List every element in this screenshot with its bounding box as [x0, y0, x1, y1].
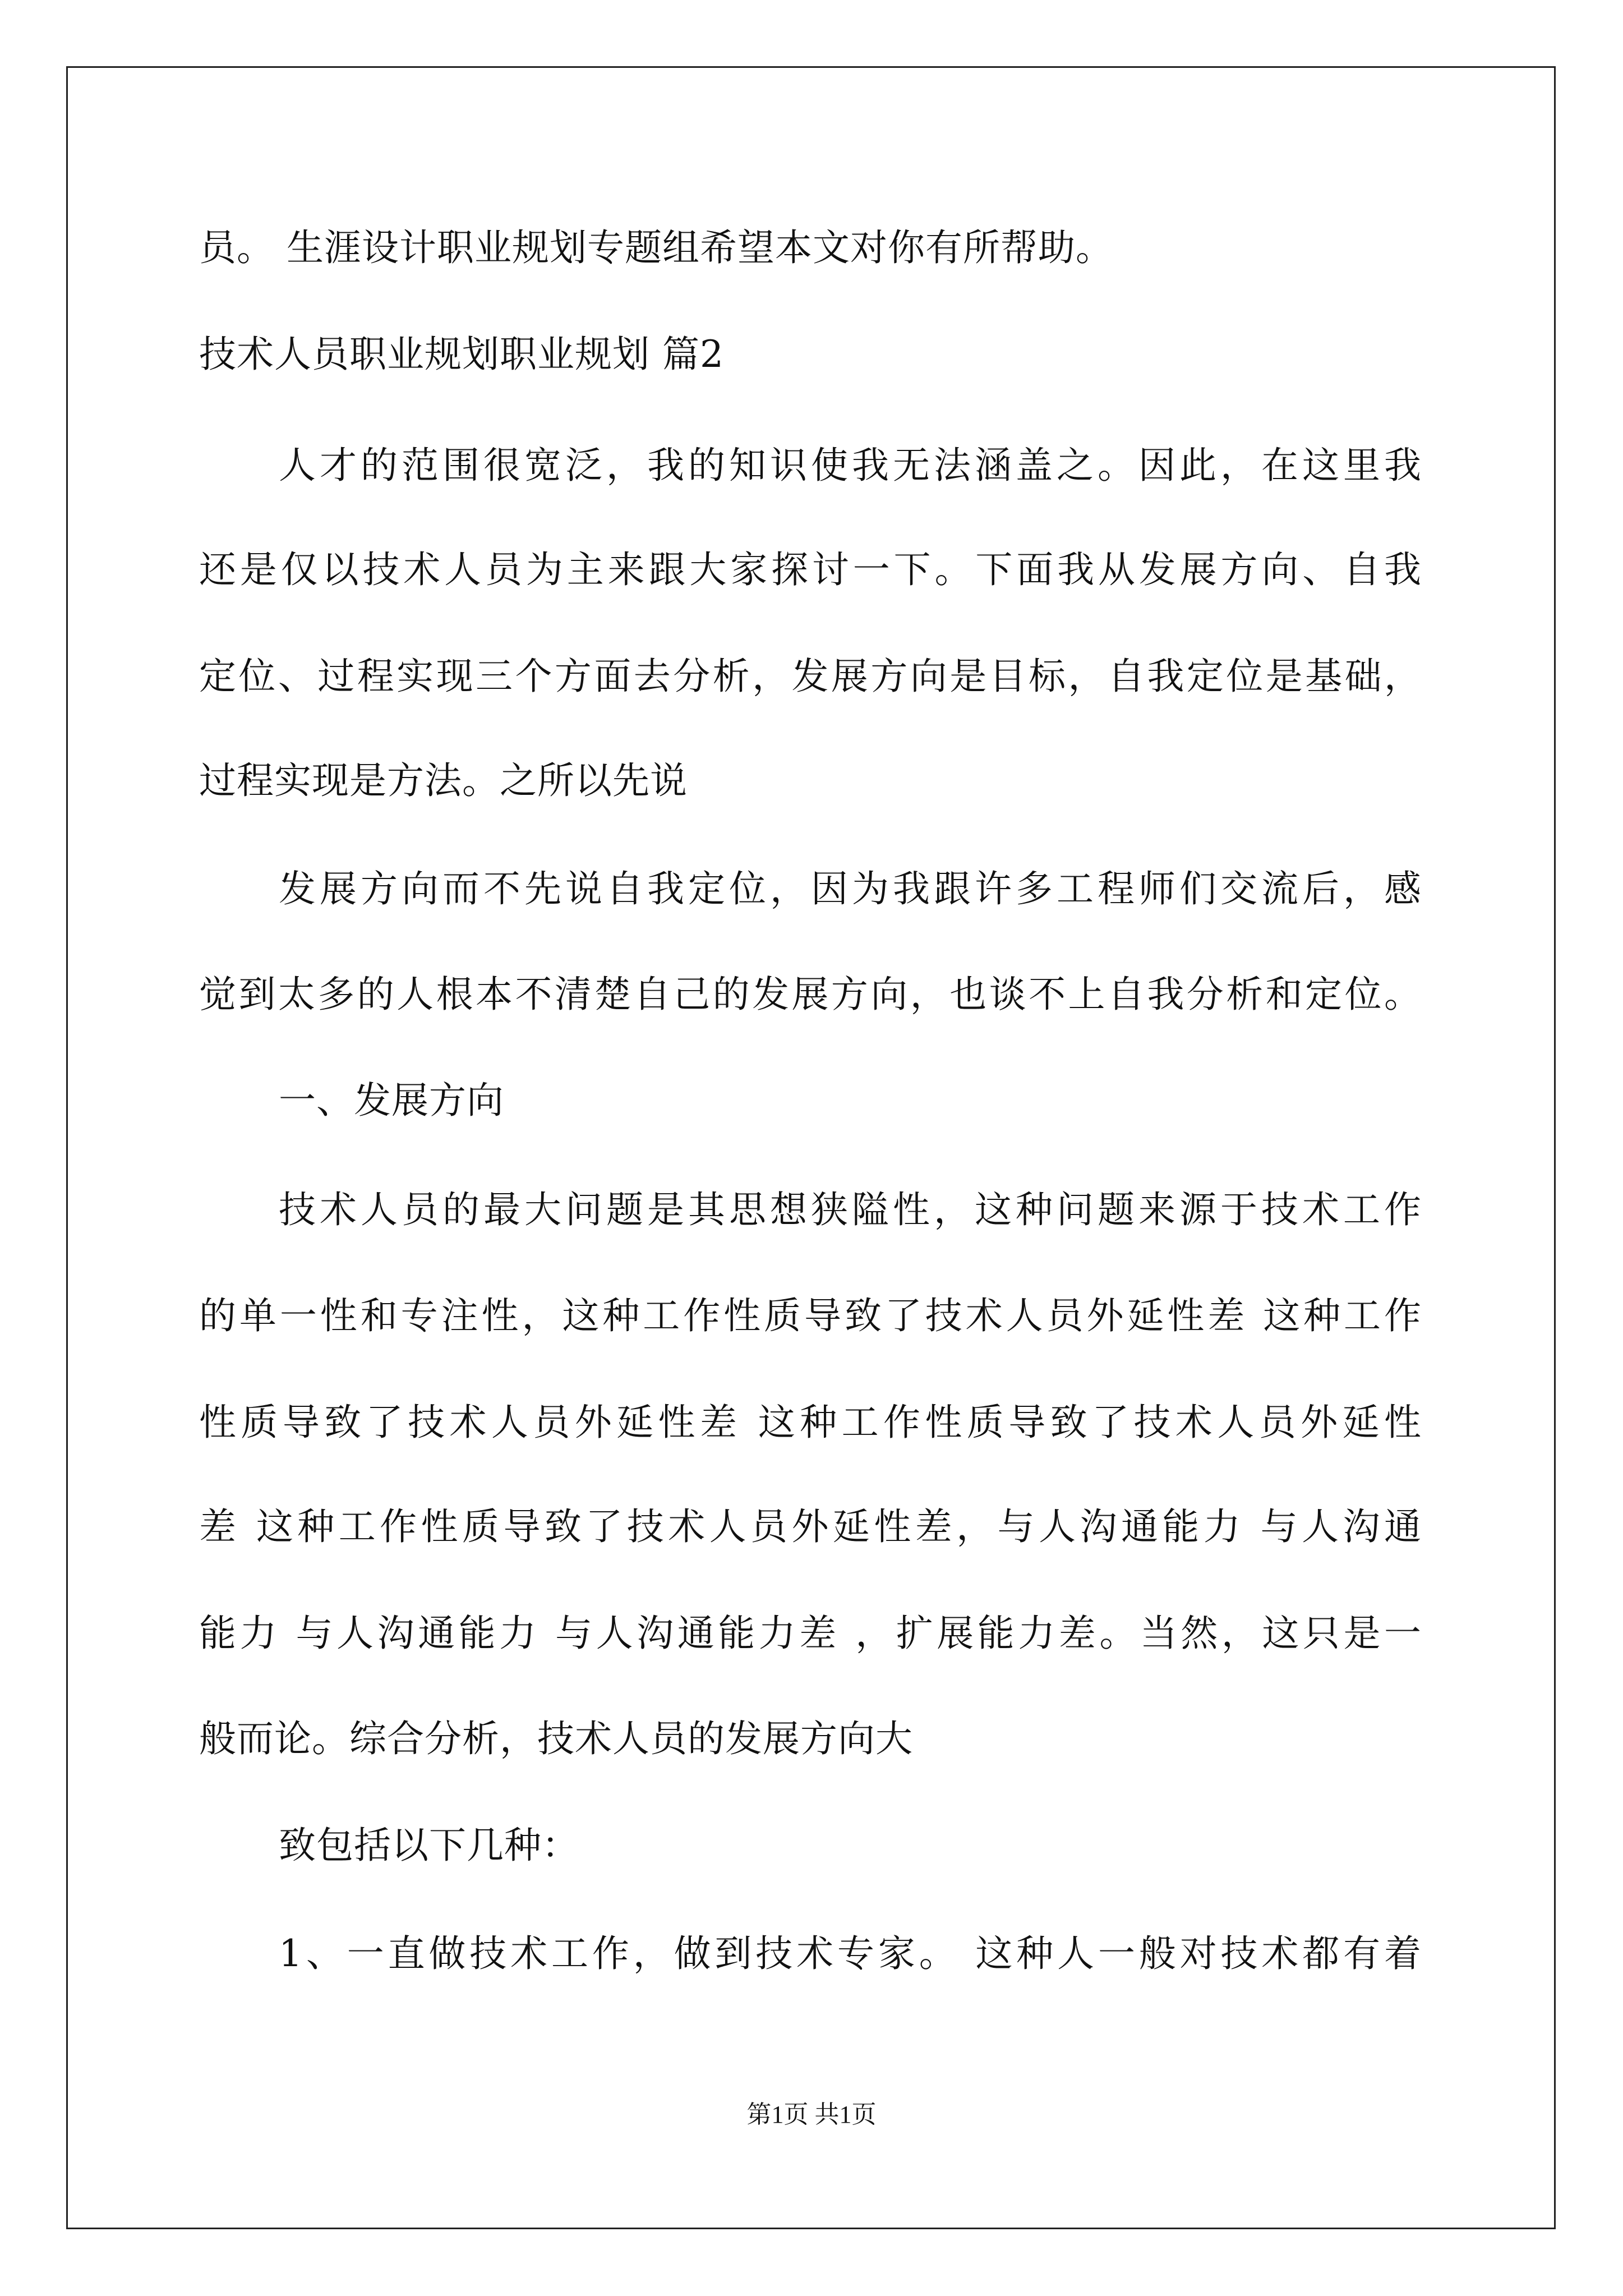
- text-line-3: 人才的范围很宽泛，我的知识使我无法涵盖之。因此，在这里我: [279, 444, 1422, 487]
- text-line-17: 1、一直做技术工作，做到技术专家。 这种人一般对技术都有着: [279, 1932, 1422, 1975]
- text-line-13: 差 这种工作性质导致了技术人员外延性差，与人沟通能力 与人沟通: [199, 1505, 1422, 1548]
- text-line-1: 员。 生涯设计职业规划专题组希望本文对你有所帮助。: [199, 226, 1113, 269]
- subheading-development-direction: 一、发展方向: [279, 1079, 504, 1122]
- section-heading: 技术人员职业规划职业规划 篇2: [199, 333, 724, 376]
- text-line-10: 技术人员的最大问题是其思想狭隘性，这种问题来源于技术工作: [279, 1188, 1422, 1231]
- text-line-14: 能力 与人沟通能力 与人沟通能力差 ，扩展能力差。当然，这只是一: [199, 1612, 1422, 1655]
- text-line-7: 发展方向而不先说自我定位，因为我跟许多工程师们交流后，感: [279, 867, 1422, 910]
- text-line-6: 过程实现是方法。之所以先说: [199, 759, 688, 802]
- text-line-11: 的单一性和专注性，这种工作性质导致了技术人员外延性差 这种工作: [199, 1294, 1422, 1337]
- text-line-8: 觉到太多的人根本不清楚自己的发展方向，也谈不上自我分析和定位。: [199, 973, 1422, 1016]
- page-footer: 第1页 共1页: [746, 2101, 877, 2128]
- text-line-4: 还是仅以技术人员为主来跟大家探讨一下。下面我从发展方向、自我: [199, 548, 1422, 591]
- text-line-12: 性质导致了技术人员外延性差 这种工作性质导致了技术人员外延性: [199, 1401, 1422, 1444]
- text-line-16: 致包括以下几种：: [279, 1824, 579, 1867]
- text-line-15: 般而论。综合分析，技术人员的发展方向大: [199, 1717, 913, 1760]
- page-border: [66, 66, 1556, 2229]
- text-line-5: 定位、过程实现三个方面去分析，发展方向是目标，自我定位是基础，: [199, 655, 1422, 698]
